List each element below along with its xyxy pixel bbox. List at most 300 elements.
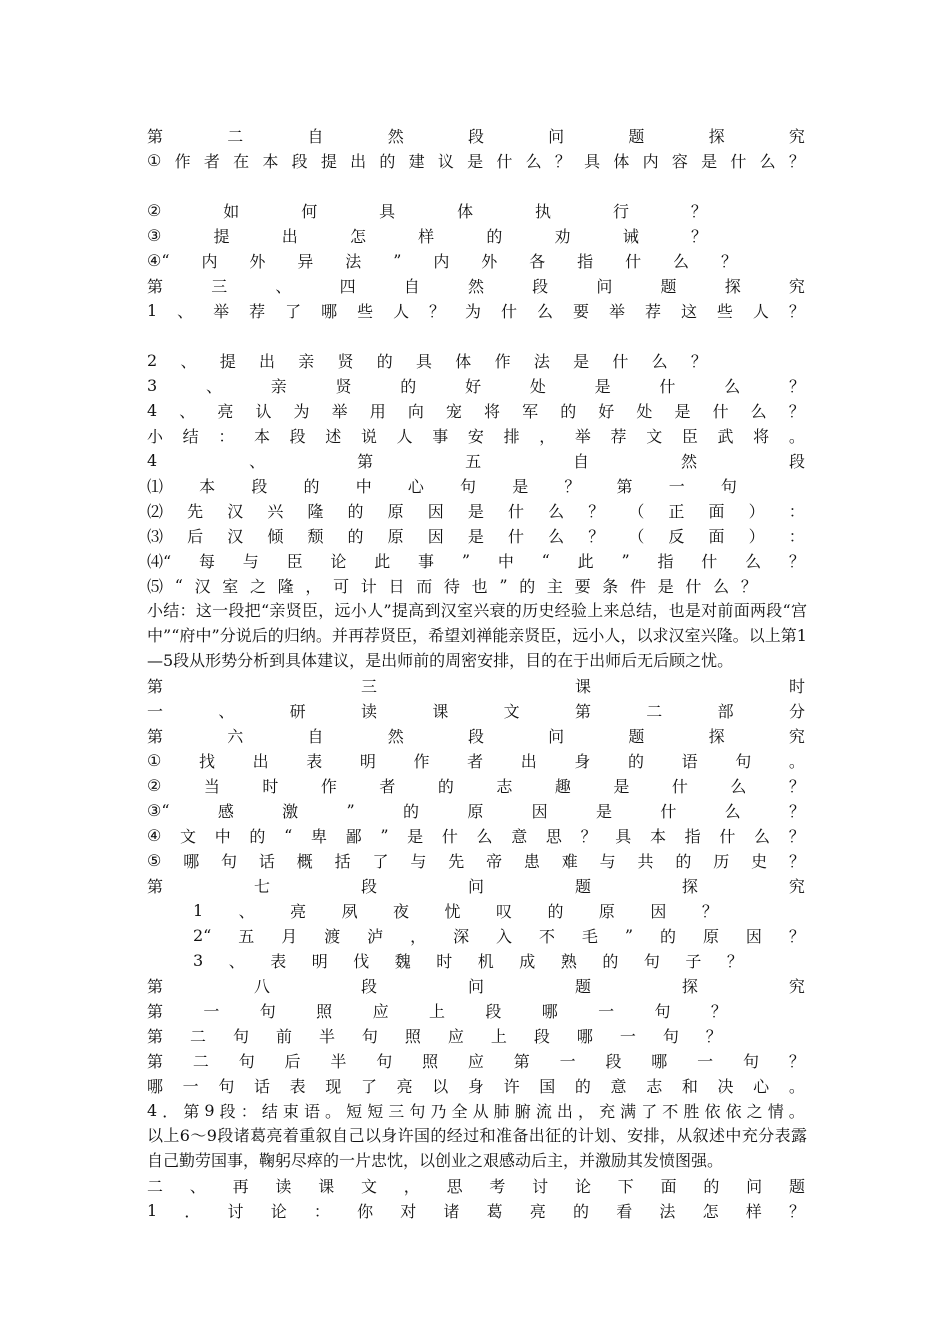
text-glyph: 先: [448, 852, 465, 871]
text-glyph: 。: [788, 1077, 805, 1096]
text-glyph: 后: [284, 1052, 301, 1071]
text-glyph: 内: [642, 152, 659, 171]
text-glyph: 下: [617, 1177, 634, 1196]
text-glyph: 劝: [554, 227, 571, 246]
text-glyph: ？: [788, 302, 805, 321]
text-glyph: ？: [588, 502, 605, 521]
text-glyph: 然: [467, 277, 484, 296]
indented-line: [193, 948, 743, 973]
text-line: [147, 1173, 805, 1198]
text-glyph: ？: [740, 577, 757, 596]
text-line: [147, 248, 737, 273]
text-glyph: 是: [573, 352, 590, 371]
text-glyph: 建: [408, 152, 425, 171]
text-glyph: 意: [511, 827, 528, 846]
text-glyph: 深: [453, 927, 470, 946]
text-glyph: 读: [275, 1177, 292, 1196]
text-glyph: 人: [752, 302, 769, 321]
text-glyph: ？: [788, 1052, 805, 1071]
text-glyph: ③“: [147, 801, 170, 820]
text-glyph: ？: [788, 777, 805, 796]
text-glyph: 之: [249, 577, 266, 596]
text-glyph: 外: [249, 252, 266, 271]
text-glyph: 。: [788, 427, 805, 446]
indented-line: [193, 923, 805, 948]
text-glyph: 因: [427, 527, 444, 546]
text-glyph: 的: [574, 1077, 591, 1096]
text-glyph: 些: [357, 302, 374, 321]
text-glyph: 好: [465, 377, 482, 396]
text-glyph: 与: [599, 852, 616, 871]
text-glyph: 因: [650, 902, 667, 921]
text-glyph: 从: [472, 1102, 489, 1121]
text-glyph: 具: [584, 152, 601, 171]
text-glyph: 计: [360, 577, 377, 596]
text-glyph: 然: [387, 727, 404, 746]
text-glyph: ①: [147, 751, 162, 770]
text-glyph: 不: [538, 927, 555, 946]
text-glyph: 一: [147, 702, 164, 721]
text-line: [147, 198, 707, 223]
text-line: [147, 848, 805, 873]
text-line: [147, 1198, 805, 1223]
text-glyph: 什: [507, 502, 524, 521]
text-glyph: 自: [573, 452, 590, 471]
text-glyph: 在: [233, 152, 250, 171]
text-glyph: 、: [238, 902, 255, 921]
text-glyph: 葛: [486, 1202, 503, 1221]
text-glyph: 本: [199, 477, 216, 496]
text-glyph: 然: [681, 452, 698, 471]
text-glyph: 探: [724, 277, 741, 296]
text-glyph: 条: [602, 577, 619, 596]
text-glyph: 事: [432, 427, 449, 446]
text-glyph: 的: [675, 852, 692, 871]
text-glyph: 段: [467, 727, 484, 746]
text-glyph: 小: [147, 427, 164, 446]
text-glyph: 第: [147, 1002, 164, 1021]
text-glyph: 概: [296, 852, 313, 871]
text-glyph: ”: [346, 801, 355, 820]
text-glyph: 第: [147, 1052, 164, 1071]
text-glyph: ．: [162, 1102, 179, 1121]
text-glyph: 中: [497, 552, 514, 571]
text-glyph: 1: [147, 301, 158, 320]
text-glyph: 安: [467, 427, 484, 446]
text-glyph: 第: [357, 452, 374, 471]
text-glyph: 话: [253, 1077, 270, 1096]
text-glyph: 段: [605, 1052, 622, 1071]
text-glyph: ？: [588, 527, 605, 546]
text-glyph: 一: [559, 1052, 576, 1071]
text-glyph: 3: [193, 951, 204, 970]
text-glyph: 鄙: [345, 827, 362, 846]
text-glyph: 隆: [277, 577, 294, 596]
text-glyph: 为: [465, 302, 482, 321]
text-glyph: 这: [680, 302, 697, 321]
text-glyph: 认: [255, 402, 272, 421]
text-glyph: 原: [387, 502, 404, 521]
text-glyph: 因: [427, 502, 444, 521]
text-glyph: “: [284, 826, 293, 845]
text-glyph: ）: [748, 527, 765, 546]
text-glyph: 一: [598, 1002, 615, 1021]
text-glyph: 了: [360, 1077, 377, 1096]
text-glyph: 以: [432, 1077, 449, 1096]
text-glyph: 臣: [681, 427, 698, 446]
text-glyph: 你: [357, 1202, 374, 1221]
text-glyph: 帝: [486, 852, 503, 871]
text-glyph: 语: [681, 752, 698, 771]
text-line: [147, 448, 805, 473]
text-glyph: 卑: [310, 827, 327, 846]
text-glyph: 找: [198, 752, 215, 771]
text-glyph: 题: [574, 877, 591, 896]
text-glyph: 读: [360, 702, 377, 721]
text-glyph: 分: [788, 702, 805, 721]
text-line: [147, 498, 805, 523]
text-glyph: 段: [219, 1102, 236, 1121]
text-glyph: 句: [232, 1027, 249, 1046]
text-glyph: 课: [432, 702, 449, 721]
text-glyph: 心: [753, 1077, 770, 1096]
text-glyph: 亮: [217, 402, 234, 421]
text-glyph: ：: [218, 427, 235, 446]
text-glyph: 什: [659, 377, 676, 396]
text-glyph: ？: [720, 252, 737, 271]
text-glyph: 第: [147, 277, 164, 296]
text-glyph: ”: [621, 551, 630, 570]
text-glyph: ，: [305, 577, 322, 596]
text-glyph: 一: [182, 1077, 199, 1096]
text-glyph: 当: [203, 777, 220, 796]
text-glyph: 汉: [227, 502, 244, 521]
text-glyph: 究: [788, 727, 805, 746]
text-line: [147, 548, 805, 573]
text-glyph: 问: [548, 127, 565, 146]
summary-paragraph: 小结：这一段把“亲贤臣，远小人”提高到汉室兴衰的历史经验上来总结，也是对前面两段“宫中”“府中”分说后的归纳。并再荐贤臣，希望刘禅能亲贤臣，远小人，以求汉室兴隆。以上第1—5段从形势分析到具体建议，是出师前的周密安排，目的在于出师后无后顾之忧。: [147, 601, 807, 670]
text-glyph: 2“: [193, 926, 212, 945]
text-glyph: 原: [598, 902, 615, 921]
text-glyph: 时: [262, 777, 279, 796]
text-line: [147, 823, 805, 848]
text-glyph: 各: [529, 252, 546, 271]
text-glyph: 亮: [290, 902, 307, 921]
text-glyph: 部: [717, 702, 734, 721]
text-glyph: 军: [522, 402, 539, 421]
text-glyph: 者: [203, 152, 220, 171]
text-line: [147, 573, 757, 598]
text-glyph: 明: [359, 752, 376, 771]
text-glyph: 趣: [554, 777, 571, 796]
text-glyph: 么: [673, 252, 690, 271]
text-glyph: 之: [746, 1102, 763, 1121]
text-glyph: 每: [198, 552, 215, 571]
text-glyph: 机: [477, 952, 494, 971]
text-glyph: 照: [422, 1052, 439, 1071]
text-glyph: 四: [339, 277, 356, 296]
text-glyph: 何: [301, 202, 318, 221]
text-glyph: 的: [627, 752, 644, 771]
text-glyph: 亲: [270, 377, 287, 396]
text-glyph: 是: [594, 377, 611, 396]
text-glyph: 是: [657, 577, 674, 596]
text-glyph: 荐: [610, 427, 627, 446]
text-glyph: 究: [788, 127, 805, 146]
text-glyph: 思: [545, 827, 562, 846]
text-glyph: 。: [788, 752, 805, 771]
text-glyph: 什: [671, 777, 688, 796]
text-glyph: 段: [360, 877, 377, 896]
text-glyph: 体: [613, 152, 630, 171]
text-glyph: 反: [668, 527, 685, 546]
text-glyph: 句: [361, 1027, 378, 1046]
text-glyph: 现: [325, 1077, 342, 1096]
text-glyph: 半: [318, 1027, 335, 1046]
text-glyph: 上: [490, 1027, 507, 1046]
text-glyph: 面: [708, 502, 725, 521]
text-glyph: ”: [461, 551, 471, 570]
text-line: [147, 148, 805, 173]
text-glyph: 的: [379, 152, 396, 171]
text-glyph: 论: [574, 1177, 591, 1196]
text-glyph: 然: [387, 127, 404, 146]
text-glyph: 指: [577, 252, 594, 271]
text-glyph: 议: [437, 152, 454, 171]
text-glyph: 指: [684, 827, 701, 846]
text-glyph: 好: [598, 402, 615, 421]
text-glyph: ？: [429, 302, 446, 321]
text-glyph: 哪: [651, 1052, 668, 1071]
text-glyph: 的: [547, 902, 564, 921]
text-glyph: 题: [628, 127, 645, 146]
text-glyph: ⑷“: [147, 552, 172, 571]
text-glyph: 句: [221, 852, 238, 871]
text-glyph: 、: [179, 402, 196, 421]
text-glyph: ⑸: [147, 577, 164, 596]
text-line: [147, 273, 805, 298]
text-glyph: 诸: [443, 1202, 460, 1221]
text-glyph: 荐: [644, 302, 661, 321]
text-line: [147, 1073, 805, 1098]
text-glyph: ①: [147, 151, 162, 170]
text-glyph: ，: [410, 927, 427, 946]
text-glyph: 六: [227, 727, 244, 746]
text-glyph: 本: [262, 152, 279, 171]
text-glyph: 课: [574, 677, 591, 696]
text-glyph: 一: [619, 1027, 636, 1046]
text-glyph: ？: [564, 477, 581, 496]
text-glyph: 依: [704, 1102, 721, 1121]
text-glyph: 法: [345, 252, 362, 271]
text-glyph: 9: [204, 1101, 215, 1120]
text-glyph: 本: [253, 427, 270, 446]
text-glyph: 体: [455, 352, 472, 371]
text-glyph: 对: [400, 1202, 417, 1221]
text-glyph: 第: [147, 727, 164, 746]
text-line: [147, 1023, 722, 1048]
text-glyph: 半: [330, 1052, 347, 1071]
text-glyph: 文: [503, 702, 520, 721]
text-glyph: 不: [662, 1102, 679, 1121]
text-glyph: 4: [147, 1101, 158, 1120]
text-glyph: 句: [238, 1052, 255, 1071]
text-glyph: 什: [507, 527, 524, 546]
text-glyph: 八: [253, 977, 270, 996]
text-glyph: 日: [388, 577, 405, 596]
text-glyph: ②: [147, 201, 162, 220]
text-glyph: 表: [270, 952, 287, 971]
text-glyph: 志: [496, 777, 513, 796]
text-glyph: ？: [788, 852, 805, 871]
text-glyph: 成: [519, 952, 536, 971]
text-glyph: 哪: [147, 1077, 164, 1096]
text-glyph: 中: [355, 477, 372, 496]
text-glyph: 处: [636, 402, 653, 421]
text-glyph: ？: [690, 202, 707, 221]
text-glyph: 法: [533, 352, 550, 371]
text-glyph: 志: [646, 1077, 663, 1096]
text-glyph: 么: [724, 377, 741, 396]
text-glyph: 泸: [367, 927, 384, 946]
text-glyph: 指: [657, 552, 674, 571]
text-glyph: 的: [486, 227, 503, 246]
text-glyph: 句: [662, 1027, 679, 1046]
text-glyph: 什: [660, 802, 677, 821]
text-line: [147, 298, 805, 323]
text-glyph: 1: [147, 1201, 158, 1220]
text-glyph: 向: [407, 402, 424, 421]
text-glyph: 主: [546, 577, 563, 596]
text-line: [147, 873, 805, 898]
text-glyph: 是: [467, 502, 484, 521]
text-glyph: 第: [183, 1102, 200, 1121]
text-glyph: 么: [750, 402, 767, 421]
text-glyph: 究: [788, 277, 805, 296]
text-glyph: 第: [147, 127, 164, 146]
text-glyph: 句: [654, 1002, 671, 1021]
text-glyph: 时: [436, 952, 453, 971]
text-glyph: 么: [548, 502, 565, 521]
text-glyph: （: [628, 502, 645, 521]
text-glyph: ？: [554, 152, 571, 171]
text-glyph: 什: [730, 152, 747, 171]
text-glyph: 问: [548, 727, 565, 746]
text-glyph: 情: [767, 1102, 784, 1121]
text-glyph: 五: [465, 452, 482, 471]
text-glyph: ？: [788, 152, 805, 171]
text-glyph: 贤: [335, 377, 352, 396]
text-glyph: 决: [717, 1077, 734, 1096]
text-glyph: 而: [416, 577, 433, 596]
text-glyph: 容: [671, 152, 688, 171]
text-glyph: 论: [270, 1202, 287, 1221]
text-glyph: 史: [751, 852, 768, 871]
text-glyph: 先: [187, 502, 204, 521]
text-glyph: 举: [331, 402, 348, 421]
text-glyph: 句: [259, 1002, 276, 1021]
text-glyph: 束: [282, 1102, 299, 1121]
text-glyph: 、: [275, 277, 292, 296]
text-glyph: 腑: [514, 1102, 531, 1121]
text-glyph: 毛: [581, 927, 598, 946]
text-glyph: 讨: [227, 1202, 244, 1221]
text-glyph: 原: [467, 802, 484, 821]
text-glyph: 伐: [353, 952, 370, 971]
text-glyph: ？: [580, 827, 597, 846]
text-glyph: “: [541, 551, 550, 570]
text-glyph: 问: [467, 977, 484, 996]
text-glyph: 难: [561, 852, 578, 871]
text-glyph: 句: [460, 477, 477, 496]
text-glyph: 题: [574, 977, 591, 996]
summary-paragraph: 以上6～9段诸葛亮着重叙自己以身许国的经过和准备出征的计划、安排，从叙述中充分表露自己勤劳国事，鞠躬尽瘁的一片忠忱，以创业之艰感动后主，并激励其发愤图强。: [147, 1126, 807, 1170]
text-glyph: 异: [297, 252, 314, 271]
text-glyph: 与: [410, 852, 427, 871]
indented-line: [193, 898, 718, 923]
text-glyph: ④: [147, 826, 162, 845]
text-glyph: 了: [285, 302, 302, 321]
text-glyph: 二: [646, 702, 663, 721]
text-glyph: 三: [211, 277, 228, 296]
text-glyph: ？: [788, 1202, 805, 1221]
text-glyph: 件: [630, 577, 647, 596]
text-glyph: 表: [289, 1077, 306, 1096]
text-glyph: 表: [306, 752, 323, 771]
text-glyph: 执: [535, 202, 552, 221]
text-glyph: 看: [616, 1202, 633, 1221]
text-glyph: 事: [418, 552, 435, 571]
text-glyph: ③: [147, 226, 162, 245]
text-glyph: ：: [788, 527, 805, 546]
text-glyph: ，: [539, 427, 556, 446]
text-glyph: 兴: [267, 502, 284, 521]
text-glyph: 出: [258, 352, 275, 371]
text-glyph: 提: [320, 152, 337, 171]
text-glyph: 第: [147, 677, 164, 696]
text-line: [147, 1048, 805, 1073]
text-glyph: 是: [512, 477, 529, 496]
text-glyph: 因: [531, 802, 548, 821]
text-glyph: 么: [548, 527, 565, 546]
text-glyph: ⑴: [147, 477, 164, 496]
text-glyph: 心: [407, 477, 424, 496]
text-glyph: 文: [180, 827, 197, 846]
text-glyph: 是: [467, 152, 484, 171]
text-glyph: 夙: [341, 902, 358, 921]
text-glyph: 哪: [576, 1027, 593, 1046]
section-title: [147, 673, 805, 698]
text-glyph: 室: [222, 577, 239, 596]
text-glyph: ？: [690, 227, 707, 246]
text-glyph: 第: [147, 877, 164, 896]
text-glyph: 中: [214, 827, 231, 846]
text-glyph: 因: [745, 927, 762, 946]
text-glyph: 的: [437, 777, 454, 796]
text-glyph: 的: [602, 952, 619, 971]
text-glyph: 照: [316, 1002, 333, 1021]
text-glyph: 研: [289, 702, 306, 721]
text-glyph: 题: [788, 1177, 805, 1196]
text-glyph: 宠: [445, 402, 462, 421]
text-glyph: 夜: [393, 902, 410, 921]
text-glyph: 语: [303, 1102, 320, 1121]
text-glyph: 正: [668, 502, 685, 521]
text-glyph: 具: [416, 352, 433, 371]
text-glyph: 用: [369, 402, 386, 421]
text-line: [147, 748, 805, 773]
text-glyph: 忧: [444, 902, 461, 921]
